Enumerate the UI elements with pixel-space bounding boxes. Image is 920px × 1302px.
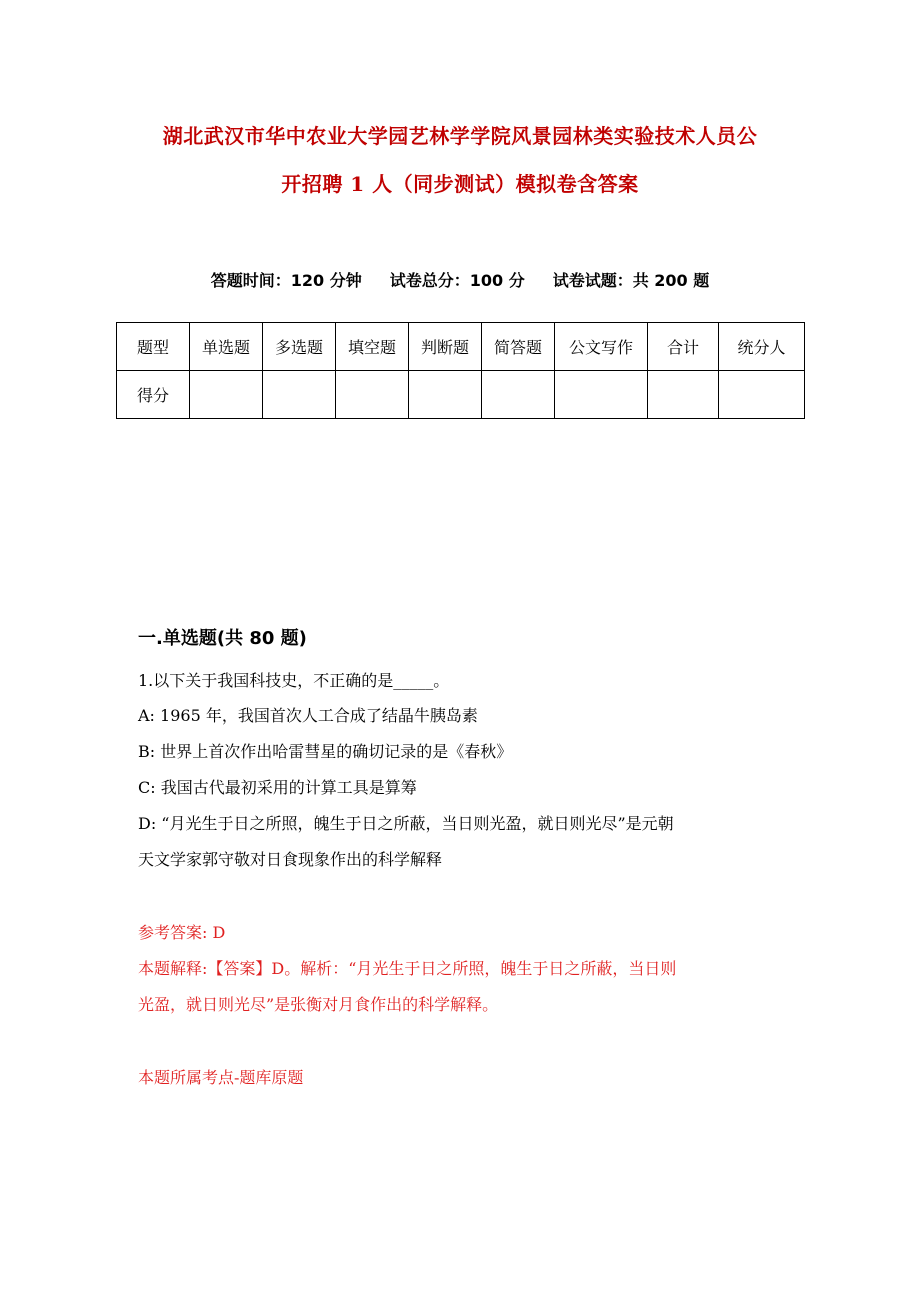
- reference-answer: 参考答案: D: [138, 923, 226, 942]
- exam-title-line2: 开招聘 1 人（同步测试）模拟卷含答案: [281, 172, 639, 196]
- option-a: A: 1965 年，我国首次人工合成了结晶牛胰岛素: [138, 706, 478, 725]
- exam-total-score: 试卷总分：100 分: [389, 271, 525, 290]
- score-cell: [190, 371, 263, 419]
- score-header-cell: 题型: [117, 323, 190, 371]
- section-title: 一.单选题(共 80 题): [138, 628, 307, 649]
- score-header-cell: 单选题: [190, 323, 263, 371]
- score-header-cell: 判断题: [409, 323, 482, 371]
- score-header-cell: 公文写作: [555, 323, 648, 371]
- score-row-label: 得分: [117, 371, 190, 419]
- exam-title-line1: 湖北武汉市华中农业大学园艺林学学院风景园林类实验技术人员公: [162, 124, 758, 148]
- score-cell: [482, 371, 555, 419]
- score-cell: [409, 371, 482, 419]
- score-header-cell: 多选题: [263, 323, 336, 371]
- explanation-line1: 本题解释:【答案】D。解析：“月光生于日之所照，魄生于日之所蔽，当日则: [138, 959, 677, 978]
- exam-meta: [60, 268, 860, 291]
- knowledge-point: 本题所属考点-题库原题: [138, 1068, 304, 1087]
- score-table-header-row: [117, 323, 805, 371]
- score-cell: [336, 371, 409, 419]
- option-d-continued: 天文学家郭守敬对日食现象作出的科学解释: [138, 850, 443, 869]
- score-cell: [555, 371, 648, 419]
- question-stem: 1.以下关于我国科技史，不正确的是_____。: [138, 671, 450, 690]
- exam-duration: 答题时间：120 分钟: [210, 271, 362, 290]
- score-header-cell: 统分人: [719, 323, 805, 371]
- score-table-score-row: [117, 371, 805, 419]
- score-header-cell: 填空题: [336, 323, 409, 371]
- explanation-line2: 光盈，就日则光尽”是张衡对月食作出的科学解释。: [138, 995, 499, 1014]
- score-cell: [263, 371, 336, 419]
- score-table: [116, 322, 805, 419]
- score-header-cell: 简答题: [482, 323, 555, 371]
- option-b: B: 世界上首次作出哈雷彗星的确切记录的是《春秋》: [138, 742, 513, 761]
- option-c: C: 我国古代最初采用的计算工具是算筹: [138, 778, 417, 797]
- exam-total-questions: 试卷试题：共 200 题: [552, 271, 710, 290]
- option-d: D: “月光生于日之所照，魄生于日之所蔽，当日则光盈，就日则光尽”是元朝: [138, 814, 674, 833]
- score-header-cell: 合计: [648, 323, 719, 371]
- score-cell: [648, 371, 719, 419]
- score-cell: [719, 371, 805, 419]
